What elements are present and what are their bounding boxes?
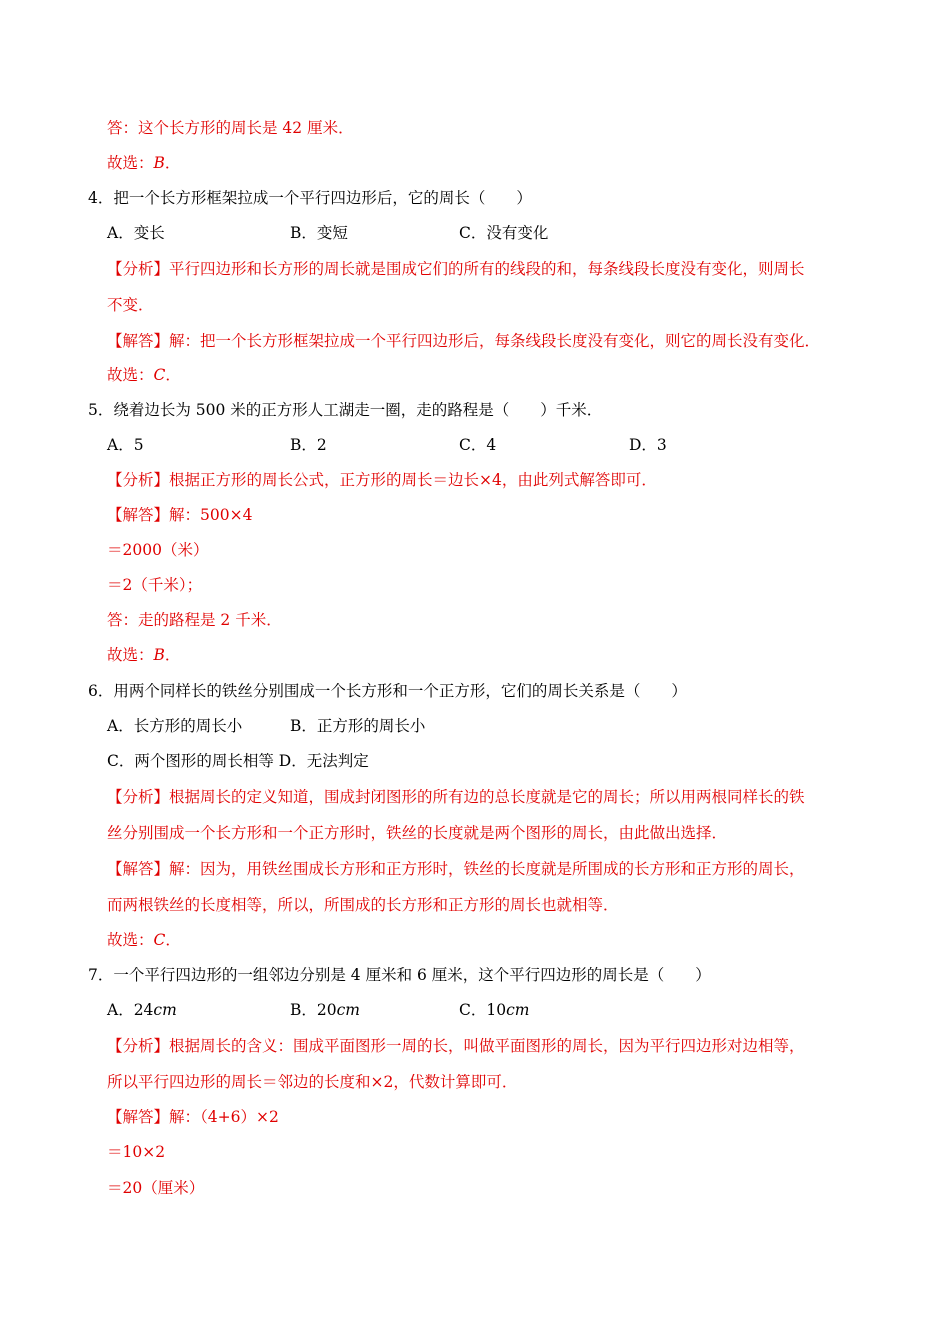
q5-step-2: ＝2（千米）； (107, 576, 203, 594)
q4-solution: 【解答】解：把一个长方形框架拉成一个平行四边形后，每条线段长度没有变化，则它的周长没有变化． (107, 332, 821, 350)
q3-answer-line: 答：这个长方形的周长是 42 厘米． (107, 119, 354, 137)
question-7: 7．一个平行四边形的一组邻边分别是 4 厘米和 6 厘米，这个平行四边形的周长是（ ） (88, 966, 711, 984)
option-unit: cm (506, 1001, 530, 1019)
q6-options-cd: C．两个图形的周长相等 D．无法判定 (107, 752, 369, 770)
q7-option-a (107, 1000, 177, 1020)
choice-suffix: ． (164, 154, 181, 172)
q7-step-2: ＝20（厘米） (107, 1179, 205, 1197)
q7-analysis-line2: 所以平行四边形的周长＝邻边的长度和×2，代数计算即可． (107, 1073, 518, 1091)
q5-option-c: C．4 (459, 436, 497, 454)
option-value: A．24 (107, 1001, 154, 1019)
q5-choice-line (107, 645, 180, 665)
q7-option-b (290, 1000, 360, 1020)
choice-prefix: 故选： (107, 646, 154, 664)
q6-choice-line (107, 930, 181, 950)
question-6: 6．用两个同样长的铁丝分别围成一个长方形和一个正方形，它们的周长关系是（ ） (88, 682, 687, 700)
q4-option-c: C．没有变化 (459, 224, 549, 242)
choice-letter: B (153, 646, 165, 664)
option-value: C．10 (459, 1001, 507, 1019)
q3-choice-line (107, 153, 180, 173)
choice-letter: C (153, 366, 166, 384)
q5-option-d: D．3 (629, 436, 667, 454)
q5-option-b: B．2 (290, 436, 327, 454)
q5-step-1: ＝2000（米） (107, 541, 209, 559)
question-5: 5．绕着边长为 500 米的正方形人工湖走一圈，走的路程是（ ）千米． (88, 401, 603, 419)
q4-option-a: A．变长 (107, 224, 165, 242)
q4-option-b: B．变短 (290, 224, 348, 242)
q6-option-b: B．正方形的周长小 (290, 717, 426, 735)
option-unit: cm (336, 1001, 361, 1019)
choice-prefix: 故选： (107, 154, 154, 172)
q6-analysis-line2: 丝分别围成一个长方形和一个正方形时，铁丝的长度就是两个图形的周长，由此做出选择． (107, 824, 728, 842)
q4-choice-line (107, 365, 181, 385)
choice-letter: C (153, 931, 166, 949)
q7-option-c (459, 1000, 529, 1020)
q6-solution-line1: 【解答】解：因为，用铁丝围成长方形和正方形时，铁丝的长度就是所围成的长方形和正方形的周长， (107, 860, 805, 878)
choice-suffix: ． (164, 646, 181, 664)
option-value: B．20 (290, 1001, 337, 1019)
choice-letter: B (153, 154, 165, 172)
choice-suffix: ． (165, 931, 181, 949)
q4-analysis-line2: 不变． (107, 296, 154, 314)
q7-solution: 【解答】解：（4+6）×2 (107, 1108, 279, 1126)
choice-prefix: 故选： (107, 931, 154, 949)
q5-analysis: 【分析】根据正方形的周长公式，正方形的周长＝边长×4，由此列式解答即可． (107, 471, 657, 489)
q6-analysis-line1: 【分析】根据周长的定义知道，围成封闭图形的所有边的总长度就是它的周长；所以用两根同样长的铁 (107, 788, 805, 806)
choice-prefix: 故选： (107, 366, 154, 384)
q7-step-1: ＝10×2 (107, 1143, 166, 1161)
q6-option-a: A．长方形的周长小 (107, 717, 243, 735)
q5-solution: 【解答】解：500×4 (107, 506, 253, 524)
q5-answer: 答：走的路程是 2 千米． (107, 611, 282, 629)
question-4: 4．把一个长方形框架拉成一个平行四边形后，它的周长（ ） (88, 189, 532, 207)
option-unit: cm (153, 1001, 177, 1019)
q4-analysis-line1: 【分析】平行四边形和长方形的周长就是围成它们的所有的线段的和，每条线段长度没有变化，则周长 (107, 260, 805, 278)
q5-option-a: A．5 (107, 436, 144, 454)
q6-solution-line2: 而两根铁丝的长度相等，所以，所围成的长方形和正方形的周长也就相等． (107, 896, 619, 914)
choice-suffix: ． (165, 366, 181, 384)
q7-analysis-line1: 【分析】根据周长的含义：围成平面图形一周的长，叫做平面图形的周长，因为平行四边形对边相等， (107, 1037, 805, 1055)
